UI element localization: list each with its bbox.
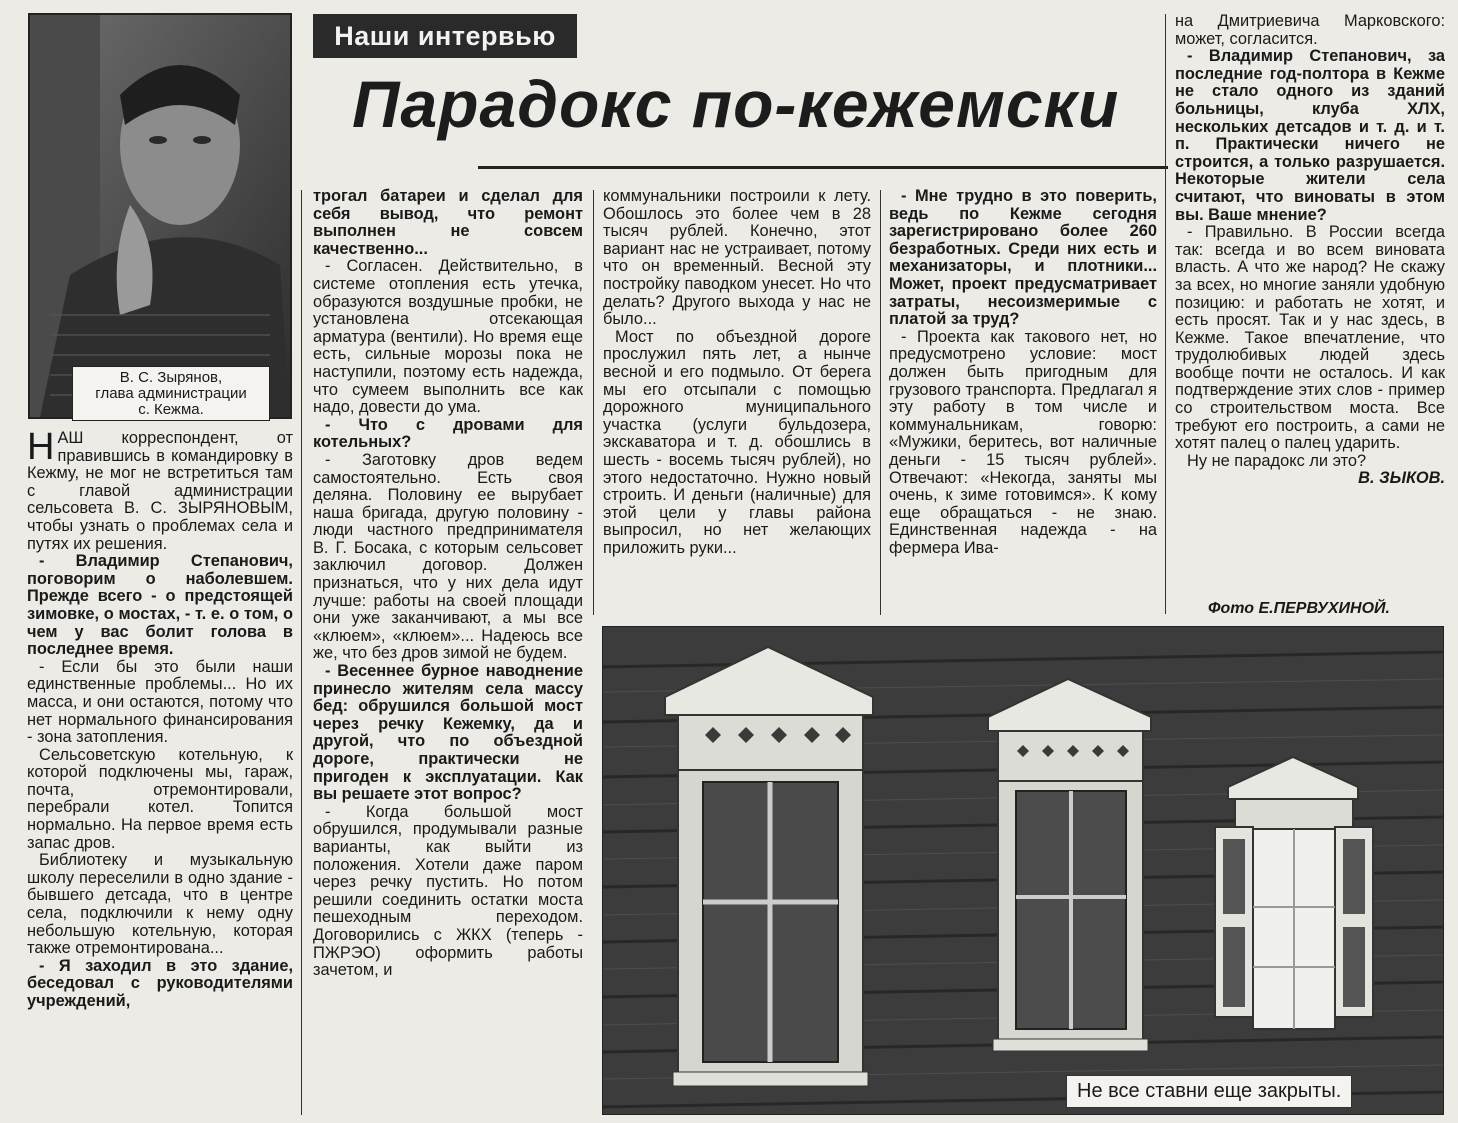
portrait-caption: [72, 366, 270, 421]
column-divider-3: [880, 190, 881, 615]
right-window: [1215, 757, 1373, 1029]
answer-1-paragraph-3: Библиотеку и музыкальную школу переселили в одно здание - бывшего детсада, что в центре села, подключили к нему одну небольшую котельную, которая также отремонтирована...: [27, 851, 293, 958]
column-divider-1: [301, 190, 302, 1115]
answer-6: - Правильно. В России всегда так: всегда и во всем виновата власть. А что же народ? Не скажу за всех, но многие заняли удобную позицию: и работать не хотят, и есть просят. Так и у нас здесь, в Кежме. Такое впечатление, что трудолюбивых людей здесь вообще почти не осталось. И как подтверждение этих слов - пример со строительством моста. Все требуют его построить, а сами не хотят палец о палец ударить.: [1175, 223, 1445, 453]
main-photo: [602, 626, 1444, 1115]
answer-1: - Если бы это были наши единственные проблемы... Но их масса, и они остаются, потому что нет нормального финансирования - зона затопления.: [27, 657, 293, 747]
question-4: - Весеннее бурное наводнение принесло жителям села массу бед: обрушился большой мост через речку Кежемку, да и другой, что по объездной дороге, практически не пригоден к эксплуатации. Как вы решаете этот вопрос?: [313, 662, 583, 804]
column-divider-2: [593, 190, 594, 615]
intro-text: АШ корреспондент, от правившись в командировку в Кежму, не мог не встретиться там с главой администрации сельсовета В. С. ЗЫРЯНОВЫМ, чтобы узнать о проблемах села и путях их решения.: [27, 430, 293, 553]
main-photo-image: [603, 627, 1443, 1114]
question-1: - Владимир Степанович, поговорим о наболевшем. Прежде всего - о предстоящей зимовке, о мостах, - т. е. о том, о чем у вас болит голова в последнее время.: [27, 552, 293, 659]
question-2-continued: трогал батареи и сделал для себя вывод, что ремонт выполнен не совсем качественно...: [313, 188, 583, 258]
section-rubric: Наши интервью: [313, 14, 577, 58]
author-signature: В. ЗЫКОВ.: [1358, 469, 1445, 488]
column-4: [889, 188, 1157, 616]
question-2: - Я заходил в это здание, беседовал с руководителями учреждений,: [27, 956, 293, 1010]
answer-5: - Проекта как такового нет, но предусмотрено условие: мост должен быть пригодным для грузового транспорта. Предлагал я эту работу в том числе и коммунальникам, говорю: «Мужики, беритесь, вот наличные деньги - 15 тысяч рублей». Отвечают: «Некогда, заняты мы очень, к зиме готовимся». К кому еще обращаться - не знаю. Единственная надежда - на фермера Ива-: [889, 327, 1157, 557]
portrait-caption-line-1: В. С. Зырянов,: [119, 369, 223, 386]
portrait-caption-line-3: с. Кежма.: [138, 401, 204, 418]
answer-2: - Согласен. Действительно, в системе отопления есть утечка, образуются воздушные пробки, не установлена отсекающая арматура (вентили). Но время еще есть, сильные морозы пока не наступили, поэтому есть надежда, что сумеем выполнить все как надо, довести до ума.: [313, 257, 583, 417]
answer-1-paragraph-2: Сельсоветскую котельную, к которой подключены мы, гараж, почта, отремонтировали, перебрали котел. Топится нормально. На первое время есть запас дров.: [27, 745, 293, 852]
portrait-image: [30, 15, 290, 417]
answer-4-continued: коммунальники построили к лету. Обошлось это более чем в 28 тысяч рублей. Конечно, этот вариант нас не устраивает, потому что он временный. Весной эту постройку паводком унесет. Но что делать? Другого выхода у нас не было...: [603, 188, 871, 329]
answer-4: - Когда большой мост обрушился, продумывали разные варианты, как выйти из положения. Хотели даже паром через речку пустить. Но потом решили соединить остатки моста пешеходным переходом. Договорились с ЖКХ (теперь - ПЖРЭО) оформить работы зачетом, и: [313, 802, 583, 980]
middle-window: [988, 679, 1151, 1051]
column-2: [313, 188, 583, 1118]
answer-4-paragraph-2: Мост по объездной дороге прослужил пять лет, а нынче весной и его подмыло. От берега мы его отсыпали с помощью дорожного муниципального участка (услуги бульдозера, экскаватора и т. д. обошлись в шесть - восемь тысяч рублей), но этого недостаточно. Нужно новый строить. И деньги (наличные) для этой цели у главы района выпросил, но нет желающих приложить руки...: [603, 327, 871, 557]
photo-credit: Фото Е.ПЕРВУХИНОЙ.: [1208, 600, 1390, 617]
column-divider-4: [1165, 14, 1166, 614]
question-5: - Мне трудно в это поверить, ведь по Кежме сегодня зарегистрировано более 260 безработных. Среди них есть и механизаторы, и плотники... Может, проект предусматривает затраты, несоизмеримые с платой за труд?: [889, 188, 1157, 329]
portrait-caption-line-2: глава администрации: [95, 385, 247, 402]
answer-5-continued: на Дмитриевича Марковского: может, согласится.: [1175, 13, 1445, 48]
column-1: [27, 430, 293, 1120]
headline-rule: [478, 166, 1168, 169]
answer-3: - Заготовку дров ведем самостоятельно. Есть своя деляна. Половину ее вырубает наша бригада, другую половину - люди частного предпринимателя В. Г. Босака, с которым сельсовет заключил договор. Должен признаться, что у них дела идут лучше: работы на своей площади они уже заканчивают, а мы все «клюем», «клюем»... Надеюсь все же, что без дров зимой не будем.: [313, 450, 583, 663]
column-3: [603, 188, 871, 616]
headline: Парадокс по-кежемски: [352, 67, 1120, 141]
question-3: - Что с дровами для котельных?: [313, 415, 583, 452]
column-5: [1175, 13, 1445, 603]
main-photo-caption: Не все ставни еще закрыты.: [1066, 1075, 1352, 1108]
left-window: [665, 647, 873, 1086]
question-6: - Владимир Степанович, за последние год-полтора в Кежме не стало одного из зданий больницы, клуба ХЛХ, нескольких детсадов и т. д. и т. п. Практически ничего не строится, а только разрушается. Некоторые жители села считают, что виноваты в этом вы. Ваше мнение?: [1175, 47, 1445, 224]
drop-cap: Н: [27, 430, 55, 468]
answer-6-closing: Ну не парадокс ли это?: [1187, 451, 1367, 470]
portrait-photo: [28, 13, 292, 419]
intro-paragraph: [27, 430, 293, 553]
